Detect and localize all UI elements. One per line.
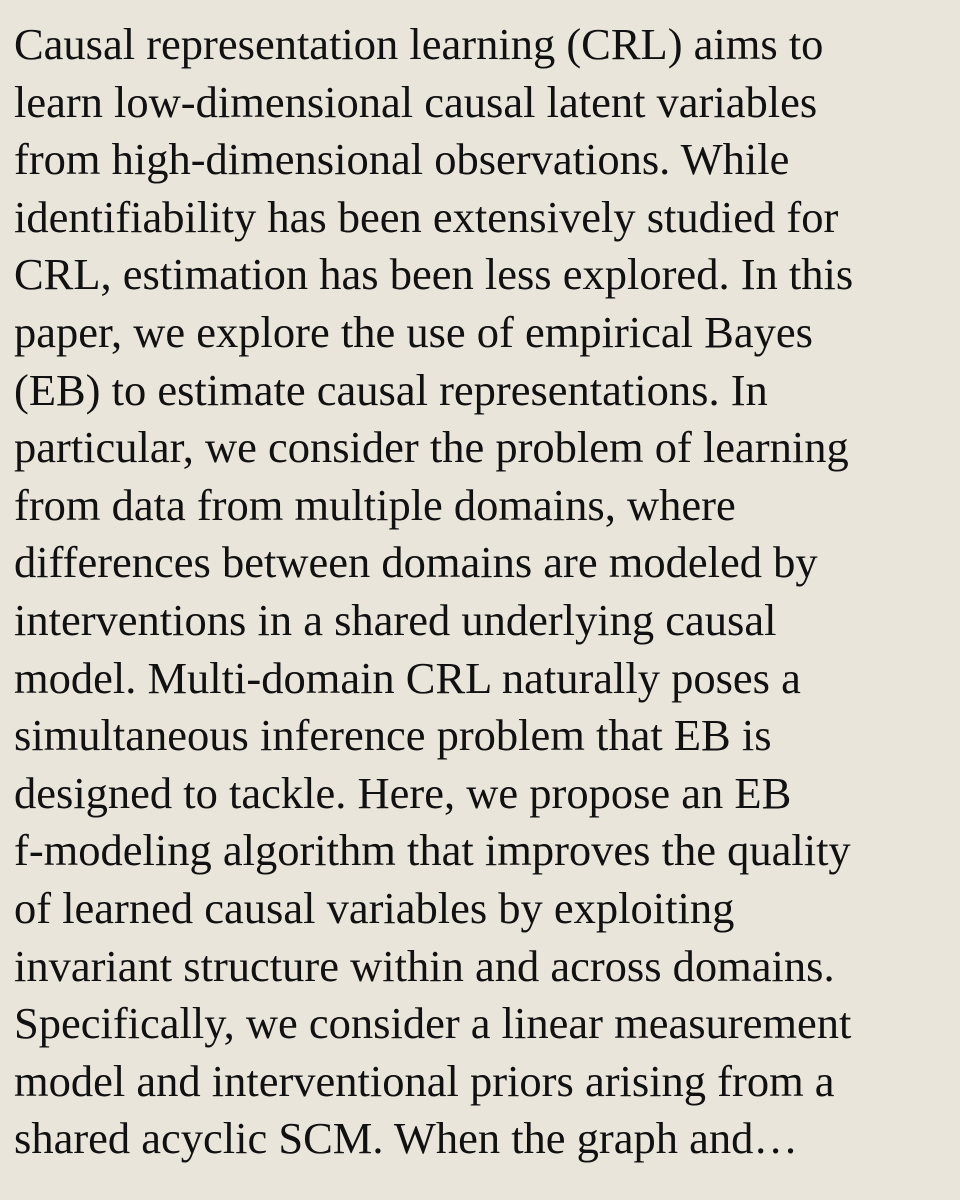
- abstract-line: CRL, estimation has been less explored. In this: [14, 249, 854, 300]
- abstract-line: from high-dimensional observations. While: [14, 134, 790, 185]
- abstract-line: model. Multi-domain CRL naturally poses a: [14, 652, 801, 703]
- abstract-line: designed to tackle. Here, we propose an EB: [14, 767, 792, 818]
- abstract-line: identifiability has been extensively studied for: [14, 191, 839, 242]
- abstract-line: of learned causal variables by exploiting: [14, 882, 735, 933]
- abstract-line: paper, we explore the use of empirical Bayes: [14, 306, 813, 357]
- abstract-line: model and interventional priors arising from a: [14, 1055, 835, 1106]
- abstract-line: Causal representation learning (CRL) aims to: [14, 19, 824, 69]
- abstract-line: interventions in a shared underlying causal: [14, 594, 777, 645]
- abstract-line: simultaneous inference problem that EB is: [14, 710, 772, 761]
- abstract-line: f-modeling algorithm that improves the quality: [14, 825, 851, 876]
- abstract-line: from data from multiple domains, where: [14, 479, 736, 530]
- abstract-text: [14, 16, 940, 1168]
- abstract-line: invariant structure within and across domains.: [14, 940, 835, 991]
- abstract-line: particular, we consider the problem of learning: [14, 422, 849, 473]
- abstract-line: learn low-dimensional causal latent variables: [14, 76, 818, 127]
- abstract-line: differences between domains are modeled by: [14, 537, 818, 588]
- abstract-line: (EB) to estimate causal representations. In: [14, 364, 768, 415]
- abstract-line: Specifically, we consider a linear measurement: [14, 998, 852, 1049]
- abstract-line: shared acyclic SCM. When the graph and…: [14, 1113, 798, 1164]
